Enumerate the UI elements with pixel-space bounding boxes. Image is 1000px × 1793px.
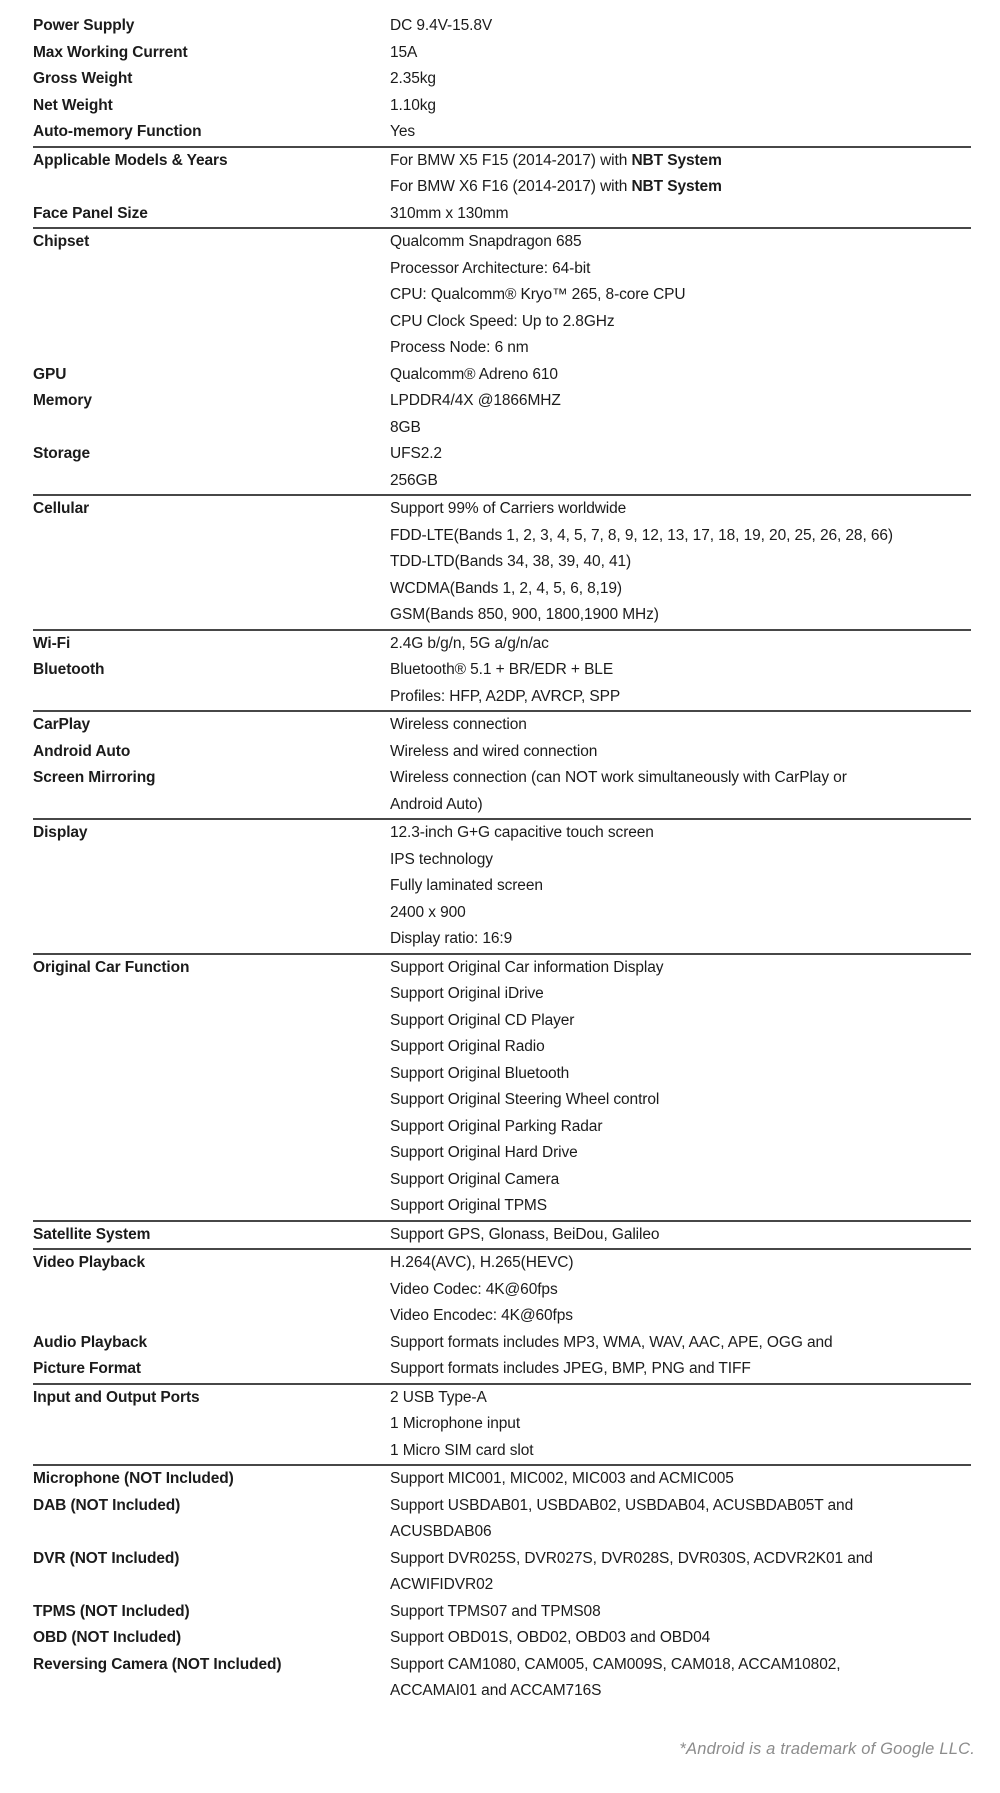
spec-value-line <box>390 174 971 201</box>
spec-value-line: ACCAMAI01 and ACCAM716S <box>390 1682 602 1699</box>
spec-row-screen-mirroring <box>33 765 971 818</box>
spec-value-line: 1 Microphone input <box>390 1415 521 1432</box>
spec-label: OBD (NOT Included) <box>33 1629 182 1646</box>
spec-values <box>390 66 971 93</box>
spec-section <box>33 629 971 711</box>
spec-value-line: IPS technology <box>390 850 493 868</box>
spec-label: Power Supply <box>33 17 135 34</box>
spec-row-video-playback <box>33 1250 971 1330</box>
spec-label: DVR (NOT Included) <box>33 1549 180 1567</box>
spec-value-line: Support USBDAB01, USBDAB02, USBDAB04, ACUSBDAB05T and <box>390 1496 854 1514</box>
spec-value-bold-segment: NBT System <box>631 151 722 169</box>
spec-label: Microphone (NOT Included) <box>33 1470 234 1487</box>
spec-label: Android Auto <box>33 742 131 760</box>
spec-value-line: 2400 x 900 <box>390 903 466 921</box>
spec-row-dab-not-included <box>33 1493 971 1546</box>
spec-values <box>390 1493 971 1546</box>
spec-value-line: 310mm x 130mm <box>390 204 509 222</box>
spec-value-line: Support Original Bluetooth <box>390 1064 570 1082</box>
spec-label: Cellular <box>33 500 90 517</box>
spec-value-line: FDD-LTE(Bands 1, 2, 3, 4, 5, 7, 8, 9, 12, 13, 17, 18, 19, 20, 25, 26, 28, 66) <box>390 526 893 544</box>
spec-value-line: Support GPS, Glonass, BeiDou, Galileo <box>390 1225 660 1243</box>
spec-section <box>33 13 971 146</box>
spec-values <box>390 362 971 389</box>
spec-value-line: Android Auto) <box>390 795 483 813</box>
spec-row-original-car-function <box>33 955 971 1220</box>
spec-label: Applicable Models & Years <box>33 151 228 169</box>
spec-value-line: Qualcomm® Adreno 610 <box>390 365 558 383</box>
spec-value-line: Support Original CD Player <box>390 1011 575 1029</box>
spec-label: Input and Output Ports <box>33 1388 200 1406</box>
spec-row-wi-fi <box>33 631 971 658</box>
spec-values <box>390 119 971 146</box>
spec-value-line: Support Original Camera <box>390 1170 560 1188</box>
spec-value-line: Bluetooth® 5.1 + BR/EDR + BLE <box>390 661 614 678</box>
spec-value-line: Support Original Car information Display <box>390 958 664 976</box>
spec-value-line: Support Original Radio <box>390 1038 545 1055</box>
spec-row-reversing-camera-not-included <box>33 1652 971 1705</box>
spec-value-line: Fully laminated screen <box>390 877 543 894</box>
spec-label: Satellite System <box>33 1225 151 1243</box>
spec-label: Screen Mirroring <box>33 769 156 786</box>
spec-label: Face Panel Size <box>33 204 148 222</box>
spec-value-segment: For BMW X5 F15 (2014-2017) with <box>390 151 632 169</box>
spec-row-net-weight <box>33 93 971 120</box>
spec-value-line: ACUSBDAB06 <box>390 1523 492 1540</box>
spec-value-line: Wireless connection (can NOT work simultaneously with CarPlay or <box>390 769 847 786</box>
spec-values <box>390 1222 971 1249</box>
spec-section <box>33 818 971 953</box>
spec-value-line: Support OBD01S, OBD02, OBD03 and OBD04 <box>390 1629 711 1646</box>
spec-row-audio-playback <box>33 1330 971 1357</box>
spec-row-carplay <box>33 712 971 739</box>
spec-values <box>390 148 971 201</box>
spec-row-memory <box>33 388 971 441</box>
spec-values <box>390 13 971 40</box>
spec-values <box>390 93 971 120</box>
spec-values <box>390 1250 971 1330</box>
spec-value-line: DC 9.4V-15.8V <box>390 17 493 34</box>
spec-value-line: ACWIFIDVR02 <box>390 1576 494 1593</box>
spec-label: CarPlay <box>33 716 91 733</box>
spec-value-line: Qualcomm Snapdragon 685 <box>390 233 582 250</box>
spec-value-line: Profiles: HFP, A2DP, AVRCP, SPP <box>390 687 621 705</box>
spec-row-picture-format <box>33 1356 971 1383</box>
spec-values <box>390 229 971 362</box>
spec-value-line: Yes <box>390 123 415 140</box>
spec-row-obd-not-included <box>33 1625 971 1652</box>
spec-value-line: Support TPMS07 and TPMS08 <box>390 1602 601 1620</box>
spec-value-line: UFS2.2 <box>390 445 442 462</box>
spec-value-line: TDD-LTD(Bands 34, 38, 39, 40, 41) <box>390 553 632 570</box>
spec-label: Audio Playback <box>33 1333 148 1351</box>
spec-section <box>33 1464 971 1705</box>
spec-row-max-working-current <box>33 40 971 67</box>
spec-value-line: Support CAM1080, CAM005, CAM009S, CAM018, ACCAM10802, <box>390 1655 841 1673</box>
spec-section <box>33 1248 971 1383</box>
spec-label: Memory <box>33 392 92 409</box>
spec-label: GPU <box>33 365 67 383</box>
spec-value-segment: For BMW X6 F16 (2014-2017) with <box>390 178 632 195</box>
spec-value-line: H.264(AVC), H.265(HEVC) <box>390 1254 574 1271</box>
spec-label: Display <box>33 824 88 841</box>
spec-value-line: 1.10kg <box>390 96 436 114</box>
spec-value-line: Support Original Parking Radar <box>390 1117 603 1135</box>
spec-section <box>33 494 971 629</box>
spec-row-auto-memory-function <box>33 119 971 146</box>
spec-value-line: Support formats includes JPEG, BMP, PNG and TIFF <box>390 1360 751 1377</box>
spec-value-line: 8GB <box>390 418 421 436</box>
spec-value-line: Process Node: 6 nm <box>390 339 529 356</box>
spec-label: Wi-Fi <box>33 634 71 652</box>
spec-value-line: Video Codec: 4K@60fps <box>390 1280 558 1298</box>
spec-value-line: 15A <box>390 43 418 61</box>
spec-label: Video Playback <box>33 1254 146 1271</box>
spec-label: Max Working Current <box>33 43 188 61</box>
spec-values <box>390 1330 971 1357</box>
spec-values <box>390 955 971 1220</box>
spec-label: DAB (NOT Included) <box>33 1496 181 1514</box>
spec-value-line: Support DVR025S, DVR027S, DVR028S, DVR030S, ACDVR2K01 and <box>390 1549 873 1567</box>
spec-values <box>390 388 971 441</box>
spec-section <box>33 1383 971 1465</box>
spec-value-line: Support 99% of Carriers worldwide <box>390 500 627 517</box>
spec-value-line: Support Original Steering Wheel control <box>390 1091 660 1108</box>
spec-label: Gross Weight <box>33 70 133 87</box>
spec-value-line: 2.4G b/g/n, 5G a/g/n/ac <box>390 634 549 652</box>
spec-values <box>390 765 971 818</box>
spec-value-bold-segment: NBT System <box>631 178 722 195</box>
spec-value-line: 2 USB Type-A <box>390 1388 487 1406</box>
spec-row-android-auto <box>33 739 971 766</box>
spec-label: Reversing Camera (NOT Included) <box>33 1655 282 1673</box>
spec-section <box>33 146 971 228</box>
spec-values <box>390 1546 971 1599</box>
spec-row-input-and-output-ports <box>33 1385 971 1465</box>
spec-value-line: 1 Micro SIM card slot <box>390 1441 534 1459</box>
spec-label: Bluetooth <box>33 661 105 678</box>
spec-row-storage <box>33 441 971 494</box>
spec-value-line: CPU: Qualcomm® Kryo™ 265, 8-core CPU <box>390 286 686 303</box>
spec-values <box>390 739 971 766</box>
spec-value-line: Support Original TPMS <box>390 1197 547 1214</box>
spec-values <box>390 631 971 658</box>
spec-values <box>390 1466 971 1493</box>
spec-row-bluetooth <box>33 657 971 710</box>
spec-values <box>390 712 971 739</box>
spec-value-line: Support MIC001, MIC002, MIC003 and ACMIC005 <box>390 1470 734 1487</box>
spec-value-line: Video Encodec: 4K@60fps <box>390 1307 573 1324</box>
spec-value-line: GSM(Bands 850, 900, 1800,1900 MHz) <box>390 606 659 623</box>
spec-values <box>390 1385 971 1465</box>
spec-value-line: Processor Architecture: 64-bit <box>390 259 591 277</box>
spec-label: TPMS (NOT Included) <box>33 1602 190 1620</box>
spec-value-line: 2.35kg <box>390 70 436 87</box>
spec-section <box>33 227 971 494</box>
spec-values <box>390 201 971 228</box>
spec-value-line: Wireless connection <box>390 716 527 733</box>
spec-values <box>390 496 971 629</box>
spec-row-tpms-not-included <box>33 1599 971 1626</box>
spec-section <box>33 1220 971 1249</box>
spec-section <box>33 953 971 1220</box>
spec-table <box>33 13 971 1705</box>
spec-label: Auto-memory Function <box>33 123 202 140</box>
spec-row-display <box>33 820 971 953</box>
spec-value-line: WCDMA(Bands 1, 2, 4, 5, 6, 8,19) <box>390 579 622 597</box>
spec-value-line: Wireless and wired connection <box>390 742 598 760</box>
spec-row-gpu <box>33 362 971 389</box>
spec-values <box>390 40 971 67</box>
spec-row-chipset <box>33 229 971 362</box>
spec-values <box>390 1652 971 1705</box>
spec-value-line: Support Original iDrive <box>390 985 544 1002</box>
spec-value-line: CPU Clock Speed: Up to 2.8GHz <box>390 312 615 330</box>
spec-row-gross-weight <box>33 66 971 93</box>
spec-values <box>390 820 971 953</box>
spec-value-line: Support formats includes MP3, WMA, WAV, AAC, APE, OGG and <box>390 1333 833 1351</box>
spec-values <box>390 1356 971 1383</box>
spec-label: Original Car Function <box>33 958 190 976</box>
spec-section <box>33 710 971 818</box>
spec-value-line: 256GB <box>390 471 438 489</box>
spec-row-applicable-models-years <box>33 148 971 201</box>
spec-value-line <box>390 148 971 175</box>
spec-values <box>390 441 971 494</box>
spec-row-microphone-not-included <box>33 1466 971 1493</box>
spec-row-cellular <box>33 496 971 629</box>
spec-row-dvr-not-included <box>33 1546 971 1599</box>
spec-value-line: Display ratio: 16:9 <box>390 930 513 947</box>
spec-label: Chipset <box>33 233 90 250</box>
spec-value-line: 12.3-inch G+G capacitive touch screen <box>390 824 654 841</box>
spec-label: Picture Format <box>33 1360 141 1377</box>
spec-value-line: LPDDR4/4X @1866MHZ <box>390 392 561 409</box>
spec-values <box>390 1599 971 1626</box>
android-trademark-note: *Android is a trademark of Google LLC. <box>679 1740 975 1758</box>
spec-values <box>390 657 971 710</box>
spec-row-satellite-system <box>33 1222 971 1249</box>
spec-label: Net Weight <box>33 96 113 114</box>
spec-value-line: Support Original Hard Drive <box>390 1144 578 1161</box>
spec-row-face-panel-size <box>33 201 971 228</box>
spec-label: Storage <box>33 445 91 462</box>
spec-row-power-supply <box>33 13 971 40</box>
spec-values <box>390 1625 971 1652</box>
